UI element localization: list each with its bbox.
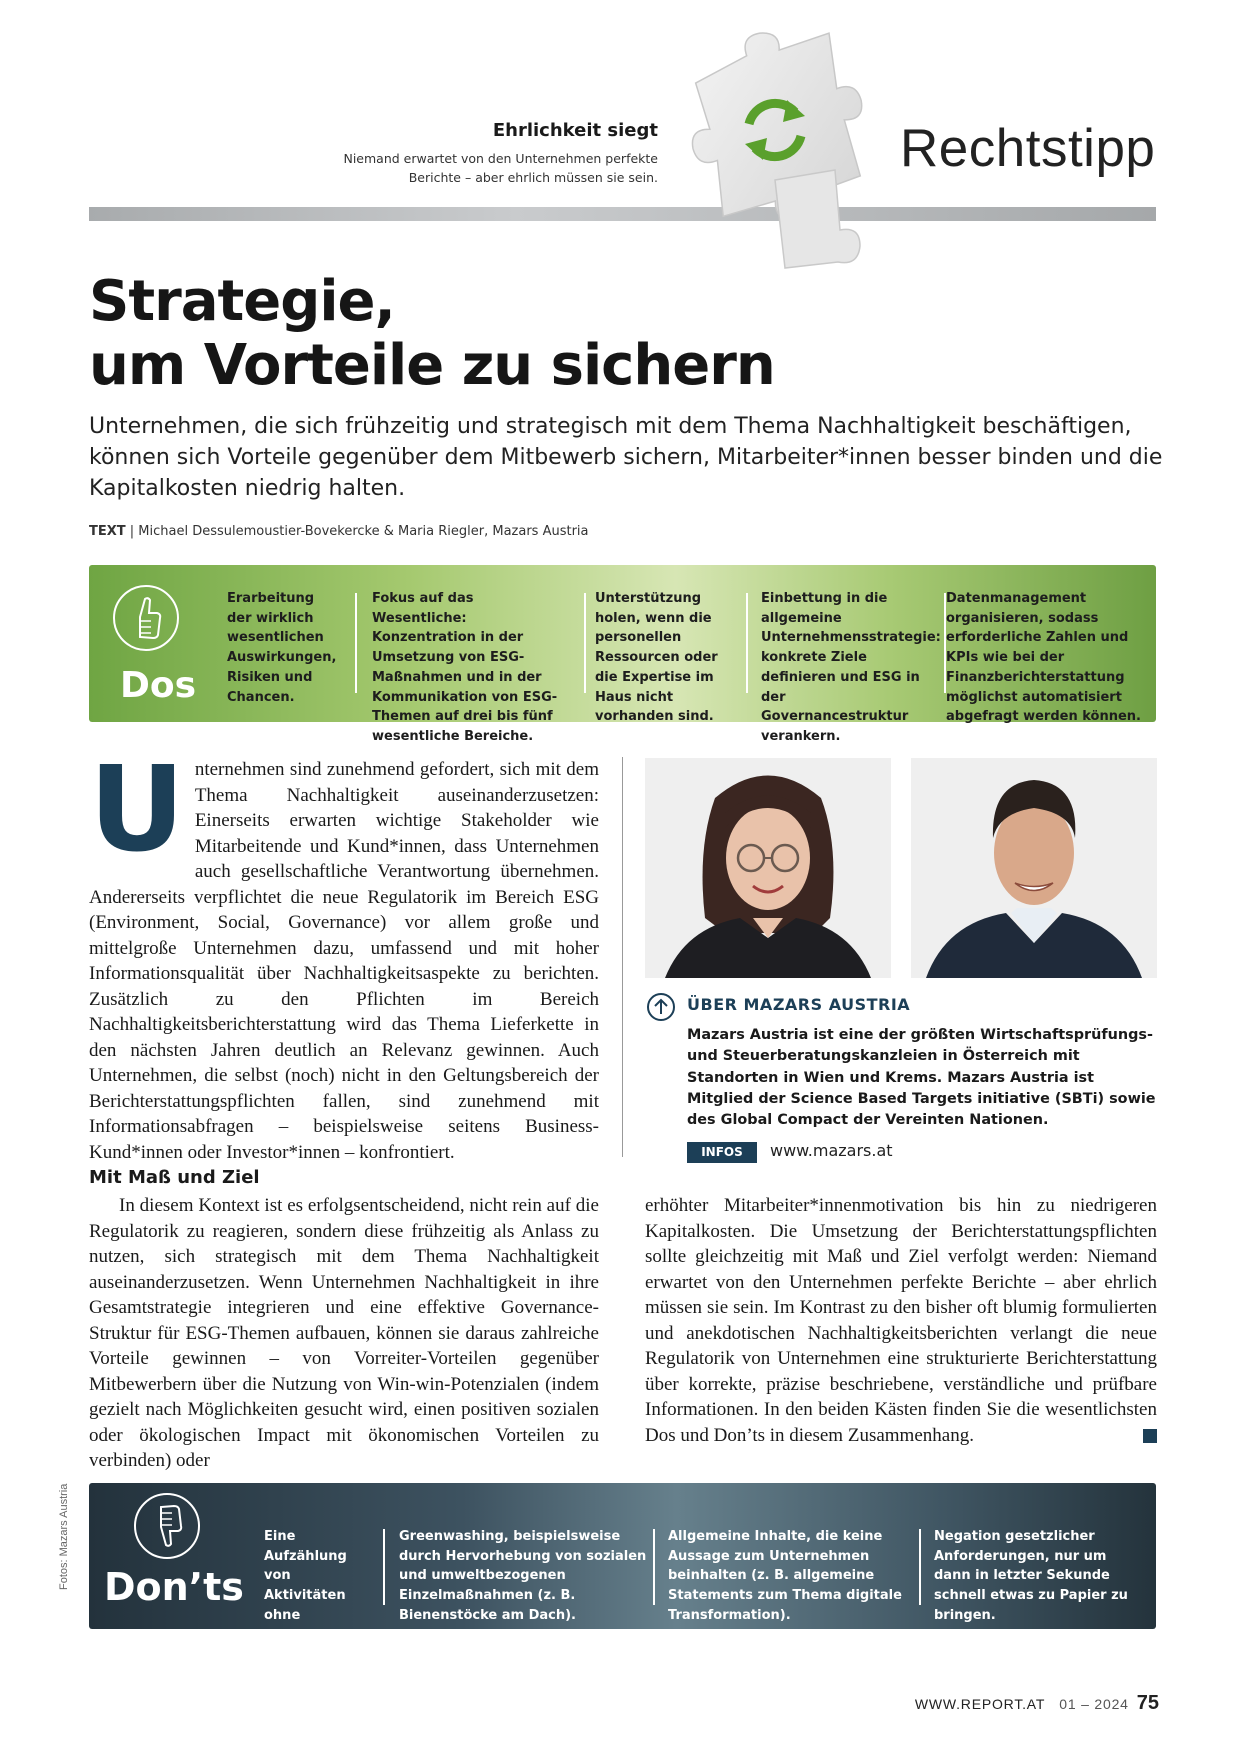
dos-label: Dos	[120, 665, 197, 706]
dos-item: Erarbeitung der wirklich wesentlichen Auswirkungen, Risiken und Chancen.	[227, 591, 337, 705]
article-paragraph-1	[89, 740, 599, 1165]
headline-line2: um Vorteile zu sichern	[89, 333, 775, 398]
article-paragraph-3	[645, 1193, 1157, 1448]
dos-divider	[355, 593, 357, 693]
kicker-subtitle-line1: Niemand erwartet von den Unternehmen perfekte	[343, 151, 658, 166]
portrait-photo-man	[911, 758, 1157, 978]
dos-item: Datenmanagement organisieren, sodass erforderliche Zahlen und KPIs wie bei der Finanzberichterstattung möglichst automatisiert abgefragt werden können.	[946, 591, 1141, 725]
dos-divider	[746, 593, 748, 693]
paragraph-1-text: nternehmen sind zunehmend gefordert, sich mit dem Thema Nachhaltigkeit auseinanderzusetzen: Einerseits erwarten wichtige Stakeholder wie Mitarbeitende und Kund*innen, dass Unternehmen auch gesellschaftliche Verantwortung übernehmen. Andererseits verpflichtet die neue Regulatorik im Bereich ESG (Environment, Social, Governance) vor allem große und mittelgroße Unternehmen dazu, umfassend und mit hoher Informationsqualität über Nachhaltigkeitsaspekte zu berichten. Zusätzlich zu den Pflichten im Bereich Nachhaltigkeitsberichterstattung wird das Thema Lieferkette in den nächsten Jahren deutlich an Relevanz gewinnen. Auch Unternehmen, die selbst (noch) nicht in den Geltungsbereich der Berichterstattungspflichten fallen, sind zunehmend mit Informationsabfragen – beispielsweise seitens Business-Kund*innen oder Investor*innen – konfrontiert.	[89, 759, 599, 1163]
kicker	[343, 120, 658, 187]
byline-separator: |	[125, 524, 139, 539]
donts-label: Don’ts	[104, 1565, 244, 1609]
thumbs-down-icon	[134, 1493, 200, 1559]
article-paragraph-2: In diesem Kontext ist es erfolgsentscheidend, nicht rein auf die Regulatorik zu reagieren, sondern diese frühzeitig als Anlass zu nutzen, sich strategisch mit dem Thema Nachhaltigkeit auseinanderzusetzen. Wenn Unternehmen Nachhaltigkeit in ihre Gesamtstrategie integrieren und eine effektive Governance-Struktur für ESG-Themen aufbauen, können sie daraus zahlreiche Vorteile gewinnen – von Vorreiter-Vorteilen gegenüber Mitbewerbern über die Nutzung von Win-win-Potenzialen (indem gezielt nach Möglichkeiten gesucht wird, einen positiven sozialen oder ökologischen Impact mit ökonomischen Vorteilen zu verbinden) oder	[89, 1195, 599, 1471]
dos-box	[89, 565, 1156, 744]
kicker-subtitle	[343, 149, 658, 187]
donts-item: Greenwashing, beispielsweise durch Hervorhebung von sozialen und umweltbezogenen Einzelmaßnahmen (z. B. Bienenstöcke am Dach).	[399, 1529, 647, 1623]
donts-box	[89, 1483, 1156, 1663]
end-mark	[1143, 1429, 1157, 1443]
portrait-photo-woman	[645, 758, 891, 978]
dropcap: U	[89, 740, 185, 878]
header-rule	[89, 207, 1156, 221]
donts-item: Allgemeine Inhalte, die keine Aussage zum Unternehmen beinhalten (z. B. allgemeine Statements zum Thema digitale Transformation).	[668, 1529, 902, 1623]
page-number: 75	[1136, 1692, 1159, 1714]
donts-divider	[653, 1529, 655, 1605]
subheading: Mit Maß und Ziel	[89, 1167, 260, 1188]
donts-item: Eine Aufzählung von Aktivitäten ohne vernünftiges Konzept.	[264, 1529, 358, 1663]
about-body: Mazars Austria ist eine der größten Wirtschaftsprüfungs- und Steuerberatungskanzleien in Österreich mit Standorten in Wien und Krems. Mazars Austria ist Mitglied der Science Based Targets initiative (SBTi) sowie des Global Compact der Vereinten Nationen.	[687, 1027, 1156, 1129]
dos-item: Fokus auf das Wesentliche: Konzentration in der Umsetzung von ESG-Maßnahmen und in der Kommunikation von ESG-Themen auf drei bis fünf wesentliche Bereiche.	[372, 591, 558, 744]
footer-issue: 01 – 2024	[1059, 1696, 1129, 1712]
section-label: Rechtstipp	[900, 119, 1156, 178]
arrow-up-circle-icon	[647, 993, 675, 1021]
byline-authors: Michael Dessulemoustier-Bovekercke & Maria Riegler, Mazars Austria	[138, 524, 589, 539]
about-title: ÜBER MAZARS AUSTRIA	[687, 995, 911, 1014]
column-divider	[622, 757, 623, 1157]
paragraph-3-text: erhöhter Mitarbeiter*innenmotivation bis hin zu niedrigeren Kapitalkosten. Die Umsetzung der Berichterstattungspflichten sollte gleichzeitig mit Maß und Ziel verfolgt werden: Niemand erwartet von den Unternehmen perfekte Berichte – aber ehrlich müssen sie sein. Im Kontrast zu den bisher oft blumig formulierten und anekdotischen Nachhaltigkeitsberichten verlangt die neue Regulatorik von Unternehmen eine strukturierte Berichterstattung über korrekte, präzise beschriebene, verständliche und prüfbare Informationen. In den beiden Kästen finden Sie die wesentlichsten Dos und Don’ts in diesem Zusammenhang.	[645, 1195, 1157, 1446]
donts-divider	[383, 1529, 385, 1605]
footer	[915, 1692, 1159, 1715]
thumbs-up-icon	[113, 585, 179, 651]
dos-item: Unterstützung holen, wenn die personellen Ressourcen oder die Expertise im Haus nicht vorhanden sind.	[595, 591, 718, 725]
byline-label: TEXT	[89, 524, 126, 539]
infos-badge: INFOS	[687, 1142, 757, 1163]
photo-credit: Fotos: Mazars Austria	[58, 1483, 70, 1590]
headline-line1: Strategie,	[89, 269, 395, 334]
puzzle-refresh-icon	[665, 30, 885, 270]
dos-item: Einbettung in die allgemeine Unternehmensstrategie: konkrete Ziele definieren und ESG in der Governancestruktur verankern.	[761, 591, 941, 744]
infos-url-link[interactable]: www.mazars.at	[770, 1141, 893, 1160]
byline	[89, 524, 589, 539]
footer-site: WWW.REPORT.AT	[914, 1696, 1046, 1712]
dos-divider	[584, 593, 586, 693]
donts-item: Negation gesetzlicher Anforderungen, nur um dann in letzter Sekunde schnell etwas zu Papier zu bringen.	[934, 1529, 1128, 1623]
kicker-title: Ehrlichkeit siegt	[492, 120, 658, 141]
lead-paragraph: Unternehmen, die sich frühzeitig und strategisch mit dem Thema Nachhaltigkeit beschäftigen, können sich Vorteile gegenüber dem Mitbewerb sichern, Mitarbeiter*innen besser binden und die Kapitalkosten niedrig halten.	[89, 414, 1163, 501]
kicker-subtitle-line2: Berichte – aber ehrlich müssen sie sein.	[408, 170, 658, 185]
headline	[89, 270, 775, 398]
donts-divider	[919, 1529, 921, 1605]
